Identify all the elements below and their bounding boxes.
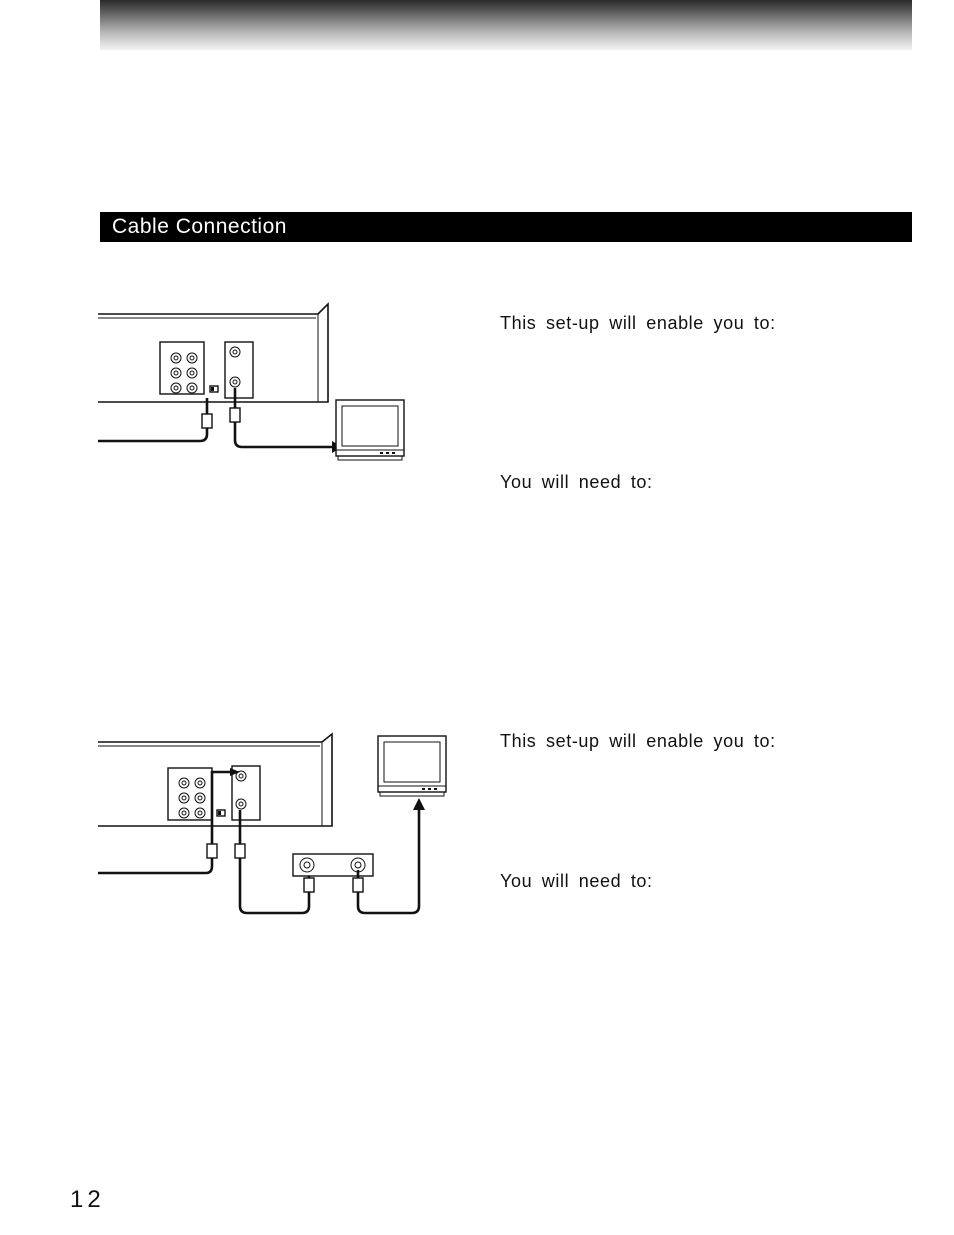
setup2-need-label: You will need to: [500,871,653,891]
cable-to-tv [235,422,332,447]
header-gradient-band [100,0,912,50]
cable-from-wall [98,858,212,873]
diagram-vcr-to-tv [60,300,420,470]
rf-panel [225,342,253,398]
av-jack-panel [160,342,204,394]
cable-from-wall [98,416,207,441]
section-title: Cable Connection [112,215,287,238]
diagram-vcr-converter-tv [60,730,460,920]
setup1-enable-label: This set-up will enable you to: [500,313,776,333]
tv-set [378,736,446,792]
tv-set [336,400,404,456]
vcr-body-outline [98,734,332,826]
page-number: 12 [70,1186,105,1213]
section-title-bar [100,212,912,242]
setup2-enable-label: This set-up will enable you to: [500,731,776,751]
setup1-need-label: You will need to: [500,472,653,492]
